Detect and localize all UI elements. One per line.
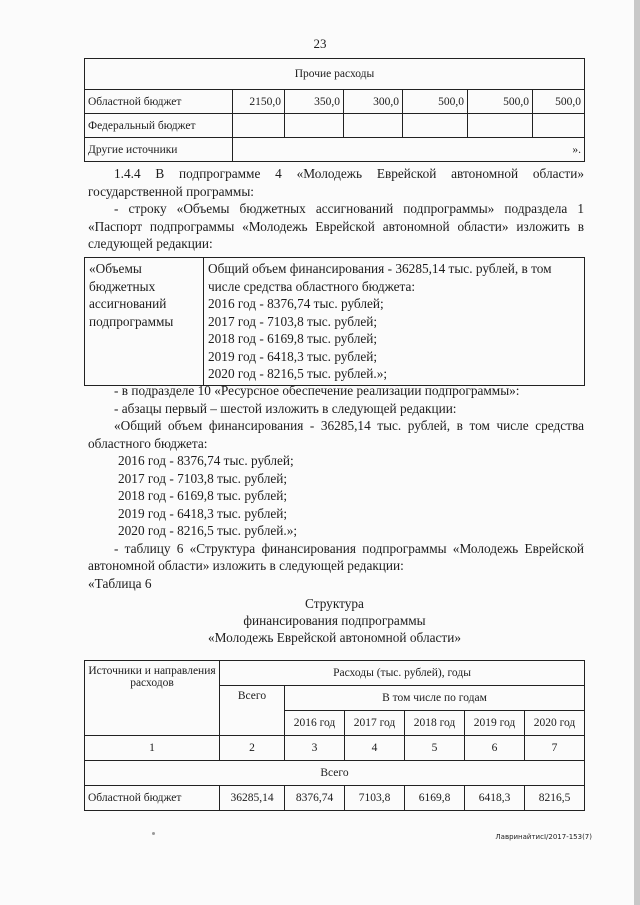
table-cell: [533, 114, 585, 138]
title-line: финансирования подпрограммы: [243, 613, 426, 628]
row-label: Другие источники: [85, 138, 233, 162]
table-cell: ».: [233, 138, 585, 162]
year-line: 2018 год - 6169,8 тыс. рублей;: [118, 488, 288, 503]
passport-line: 2019 год - 6418,3 тыс. рублей;: [208, 348, 378, 364]
col-number: 6: [465, 736, 525, 761]
footer-code: ЛавринайтисI/2017-153(7): [495, 833, 592, 841]
scan-edge: [634, 0, 640, 905]
table-cell: 7103,8: [345, 786, 405, 811]
col-number: 5: [405, 736, 465, 761]
table-cell: 8216,5: [525, 786, 585, 811]
table-cell: [285, 114, 344, 138]
section-row: Всего: [85, 761, 585, 786]
column-number-row: [85, 736, 585, 761]
table-cell: 2150,0: [233, 90, 285, 114]
title-line: «Молодежь Еврейской автономной области»: [208, 630, 461, 645]
year-line: 2019 год - 6418,3 тыс. рублей;: [118, 505, 288, 521]
col-number: 4: [345, 736, 405, 761]
row-label: Федеральный бюджет: [85, 114, 233, 138]
table-cell: 500,0: [533, 90, 585, 114]
table-cell: 36285,14: [220, 786, 285, 811]
table-cell: 6169,8: [405, 786, 465, 811]
col-number: 7: [525, 736, 585, 761]
text-block-2: [88, 382, 584, 592]
paragraph: - абзацы первый – шестой изложить в следующей редакции:: [114, 400, 457, 416]
passport-line: 2018 год - 6169,8 тыс. рублей;: [208, 331, 378, 346]
paragraph: 1.4.4 В подпрограмме 4 «Молодежь Еврейской автономной области» государственной программы:: [88, 166, 584, 199]
col-number: 2: [220, 736, 285, 761]
paragraph: «Общий объем финансирования - 36285,14 тыс. рублей, в том числе средства областного бюджета:: [88, 418, 584, 451]
table-cell: [233, 114, 285, 138]
table-cell: [468, 114, 533, 138]
table-cell: 500,0: [468, 90, 533, 114]
text-block-1: [88, 165, 584, 253]
col-header-year: 2016 год: [285, 711, 345, 736]
table-cell: 6418,3: [465, 786, 525, 811]
table-row: [85, 786, 585, 811]
table-row: [85, 90, 585, 114]
other-expenses-table: [84, 58, 585, 162]
table-cell: 500,0: [403, 90, 468, 114]
table-cell: 350,0: [285, 90, 344, 114]
financing-structure-table: [84, 660, 585, 811]
title-line: Структура: [305, 596, 364, 611]
scan-speck: [152, 832, 155, 835]
table-label: «Таблица 6: [88, 575, 152, 591]
passport-line: 2020 год - 8216,5 тыс. рублей.»;: [208, 366, 388, 381]
table-cell: 300,0: [344, 90, 403, 114]
paragraph: - в подразделе 10 «Ресурсное обеспечение реализации подпрограммы»:: [114, 383, 520, 398]
col-header-year: 2017 год: [345, 711, 405, 736]
col-number: 3: [285, 736, 345, 761]
col-header-sources: Источники и направления расходов: [85, 661, 220, 736]
passport-line: Общий объем финансирования - 36285,14 тыс. рублей, в том числе средства областного бюджета:: [208, 261, 552, 294]
year-line: 2020 год - 8216,5 тыс. рублей.»;: [118, 523, 298, 538]
paragraph: - строку «Объемы бюджетных ассигнований подпрограммы» подраздела 1 «Паспорт подпрограммы «Молодежь Еврейской автономной области» изложить в следующей редакции:: [88, 201, 584, 251]
passport-line: 2016 год - 8376,74 тыс. рублей;: [208, 296, 384, 311]
col-header-total: Всего: [220, 686, 285, 736]
col-header-year: 2018 год: [405, 711, 465, 736]
row-label: Областной бюджет: [85, 786, 220, 811]
year-line: 2017 год - 7103,8 тыс. рублей;: [118, 470, 288, 486]
table-title: [84, 595, 585, 646]
col-header-year: 2019 год: [465, 711, 525, 736]
page-number: 23: [313, 36, 327, 51]
table-cell: 8376,74: [285, 786, 345, 811]
row-label: Областной бюджет: [85, 90, 233, 114]
col-header-by-years: В том числе по годам: [285, 686, 585, 711]
table-row: [85, 114, 585, 138]
passport-line: 2017 год - 7103,8 тыс. рублей;: [208, 313, 378, 329]
passport-table: [84, 257, 585, 386]
table-header: Прочие расходы: [85, 59, 585, 90]
passport-label: «Объемы бюджетных ассигнований подпрограммы: [85, 258, 204, 386]
passport-content: [204, 258, 585, 386]
table-row: [85, 138, 585, 162]
col-number: 1: [85, 736, 220, 761]
table-cell: [344, 114, 403, 138]
col-header-expenses: Расходы (тыс. рублей), годы: [220, 661, 585, 686]
year-line: 2016 год - 8376,74 тыс. рублей;: [118, 453, 294, 468]
table-cell: [403, 114, 468, 138]
paragraph: - таблицу 6 «Структура финансирования подпрограммы «Молодежь Еврейской автономной области» изложить в следующей редакции:: [88, 540, 584, 573]
col-header-year: 2020 год: [525, 711, 585, 736]
